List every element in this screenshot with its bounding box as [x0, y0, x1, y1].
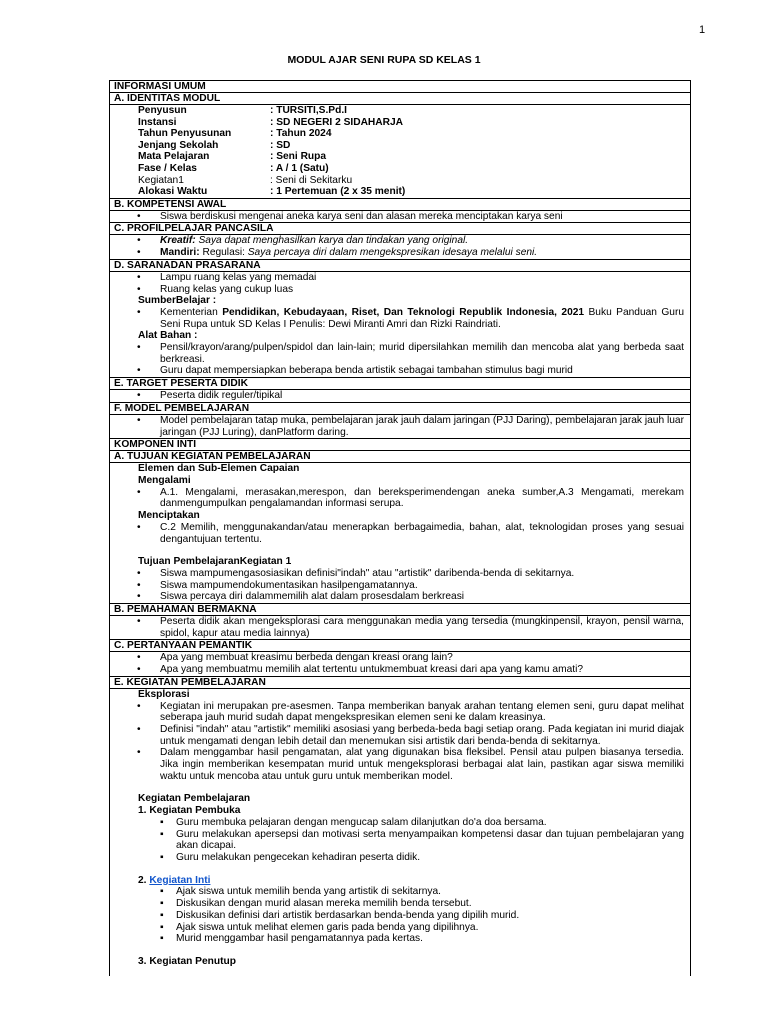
tujuan-pembelajaran-label: Tujuan PembelajaranKegiatan 1: [138, 556, 292, 568]
sarana-header: D. SARANADAN PRASARANA: [110, 260, 690, 272]
list-item: • Lampu ruang kelas yang memadai: [110, 272, 684, 284]
kegiatan-pembelajaran-label: Kegiatan Pembelajaran: [138, 793, 251, 805]
identitas-header: A. IDENTITAS MODUL: [110, 93, 690, 105]
list-item: • Siswa percaya diri dalammemilih alat dalam prosesdalam berkreasi: [110, 591, 684, 603]
kompetensi-section: [110, 211, 690, 224]
target-section: [110, 390, 690, 403]
sarana-section: [110, 272, 690, 378]
elemen-label: Elemen dan Sub-Elemen Capaian: [138, 463, 300, 475]
profil-section: [110, 235, 690, 259]
list-item: • Kreatif: Saya dapat menghasilkan karya dan tindakan yang original.: [110, 235, 684, 247]
list-item: ▪ Diskusikan definisi dari artistik berdasarkan benda-benda yang dipilih murid.: [110, 910, 684, 922]
list-item: • Apa yang membuat kreasimu berbeda dengan kreasi orang lain?: [110, 652, 684, 664]
eksplorasi-label: Eksplorasi: [138, 688, 190, 700]
list-item: • Siswa berdiskusi mengenai aneka karya seni dan alasan mereka menciptakan karya seni: [110, 211, 684, 223]
target-header: E. TARGET PESERTA DIDIK: [110, 378, 690, 390]
kegiatan-penutup-label: 3. Kegiatan Penutup: [138, 955, 236, 967]
pertanyaan-section: [110, 652, 690, 676]
pemahaman-header: B. PEMAHAMAN BERMAKNA: [110, 604, 690, 616]
identity-row: Alokasi Waktu : 1 Pertemuan (2 x 35 menit): [138, 186, 406, 198]
identity-row: Fase / Kelas : A / 1 (Satu): [138, 162, 329, 174]
menciptakan-label: Menciptakan: [138, 510, 200, 522]
kegiatan-pembuka-label: 1. Kegiatan Pembuka: [138, 805, 241, 817]
list-item: • Model pembelajaran tatap muka, pembelajaran jarak jauh dalam jaringan (PJJ Daring), pembelajaran jarak jauh luar jaringan (PJJ Luring), danPlatform daring.: [110, 415, 684, 438]
document-title: MODUL AJAR SENI RUPA SD KELAS 1: [287, 54, 481, 66]
list-item: ▪ Guru melakukan apersepsi dan motivasi serta menyampaikan kompetensi dasar dan tujuan pembelajaran yang akan dicapai.: [110, 829, 684, 852]
identity-row: Jenjang Sekolah : SD: [138, 139, 291, 151]
list-item: • Mandiri: Regulasi: Saya percaya diri dalam mengekspresikan idesaya melalui seni.: [110, 247, 684, 259]
list-item: • Peserta didik akan mengeksplorasi cara menggunakan media yang tersedia (mungkinpensil, krayon, pensil warna, spidol, kapur atau media lainnya): [110, 616, 684, 639]
list-item: • Ruang kelas yang cukup luas: [110, 284, 684, 296]
identity-row: Instansi : SD NEGERI 2 SIDAHARJA: [138, 116, 404, 128]
sumber-belajar-label: SumberBelajar :: [138, 295, 217, 307]
informasi-umum-header: INFORMASI UMUM: [110, 81, 690, 93]
identity-row: Kegiatan1 : Seni di Sekitarku: [138, 174, 353, 186]
identity-row: Penyusun : TURSITI,S.Pd.I: [138, 105, 347, 116]
list-item: ▪ Ajak siswa untuk memilih benda yang artistik di sekitarnya.: [110, 886, 684, 898]
kegiatan-section: [110, 689, 690, 968]
tujuan-section: [110, 463, 690, 604]
model-header: F. MODEL PEMBELAJARAN: [110, 403, 690, 415]
list-item: • Apa yang membuatmu memilih alat tertentu untukmembuat kreasi dari apa yang kamu amati?: [110, 664, 684, 676]
list-item: ▪ Ajak siswa untuk melihat elemen garis pada benda yang dipilihnya.: [110, 922, 684, 934]
pertanyaan-header: C. PERTANYAAN PEMANTIK: [110, 640, 690, 652]
module-table: [109, 80, 691, 976]
list-item: • Definisi "indah" atau "artistik" memiliki asosiasi yang berbeda-beda bagi setiap orang. Pada kegiatan ini murid diajak untuk mengamati dengan lebih detail dan menemukan sisi artistik dari benda-benda di sekitarnya.: [110, 724, 684, 747]
list-item: ▪ Murid menggambar hasil pengamatannya pada kertas.: [110, 933, 684, 945]
alat-bahan-label: Alat Bahan :: [138, 330, 198, 342]
identity-row: Mata Pelajaran : Seni Rupa: [138, 151, 327, 163]
tujuan-header: A. TUJUAN KEGIATAN PEMBELAJARAN: [110, 451, 690, 463]
list-item: ▪ Guru melakukan pengecekan kehadiran peserta didik.: [110, 852, 684, 864]
list-item: • Siswa mampumendokumentasikan hasilpengamatannya.: [110, 580, 684, 592]
pemahaman-section: [110, 616, 690, 640]
list-item: • Peserta didik reguler/tipikal: [110, 390, 684, 402]
list-item: ▪ Diskusikan dengan murid alasan mereka memilih benda tersebut.: [110, 898, 684, 910]
list-item: • A.1. Mengalami, merasakan,merespon, dan bereksperimendengan aneka sumber,A.3 Mengamati, merekam danmengumpulkan pengalamandan informasi serupa.: [110, 487, 684, 510]
list-item: • Pensil/krayon/arang/pulpen/spidol dan lain-lain; murid dipersilahkan memilih dan mencoba alat yang berbeda saat berkreasi.: [110, 342, 684, 365]
list-item: ▪ Guru membuka pelajaran dengan mengucap salam dilanjutkan do'a doa bersama.: [110, 817, 684, 829]
list-item: • Siswa mampumengasosiasikan definisi"indah" atau "artistik" daribenda-benda di sekitarnya.: [110, 568, 684, 580]
list-item: • Dalam menggambar hasil pengamatan, alat yang digunakan bisa fleksibel. Pensil atau pulpen biasanya tersedia. Jika ingin memberikan kesempatan murid untuk mengeksplorasi berbagai alat lain, pastikan agar siswa memiliki waktu untuk mencoba atau untuk guru untuk memberikan model.: [110, 747, 684, 782]
kegiatan-inti-link[interactable]: Kegiatan Inti: [149, 874, 211, 886]
identity-row: Tahun Penyusunan : Tahun 2024: [138, 128, 332, 140]
identitas-section: [110, 105, 690, 199]
profil-header: C. PROFILPELAJAR PANCASILA: [110, 223, 690, 235]
kegiatan-header: E. KEGIATAN PEMBELAJARAN: [110, 677, 690, 689]
list-item: • Kementerian Pendidikan, Kebudayaan, Riset, Dan Teknologi Republik Indonesia, 2021 Buku Panduan Guru Seni Rupa untuk SD Kelas I Penulis: Dewi Miranti Amri dan Rizki Raindriati.: [110, 307, 684, 330]
list-item: • C.2 Memilih, menggunakandan/atau menerapkan berbagaimedia, bahan, alat, teknologidan proses yang sesuai dengantujuan tertentu.: [110, 522, 684, 545]
kompetensi-header: B. KOMPETENSI AWAL: [110, 199, 690, 211]
mengalami-label: Mengalami: [138, 475, 191, 486]
model-section: [110, 415, 690, 439]
page-number: 1: [699, 24, 706, 36]
list-item: • Guru dapat mempersiapkan beberapa benda artistik sebagai tambahan stimulus bagi murid: [110, 365, 684, 377]
komponen-inti-header: KOMPONEN INTI: [110, 439, 690, 451]
list-item: • Kegiatan ini merupakan pre-asesmen. Tanpa memberikan banyak arahan tentang elemen seni, guru dapat melihat seberapa jauh murid sudah dapat mengekspresikan elemen seni ke dalam kreasinya.: [110, 701, 684, 724]
kegiatan-inti-label: 2. Kegiatan Inti: [138, 874, 211, 886]
